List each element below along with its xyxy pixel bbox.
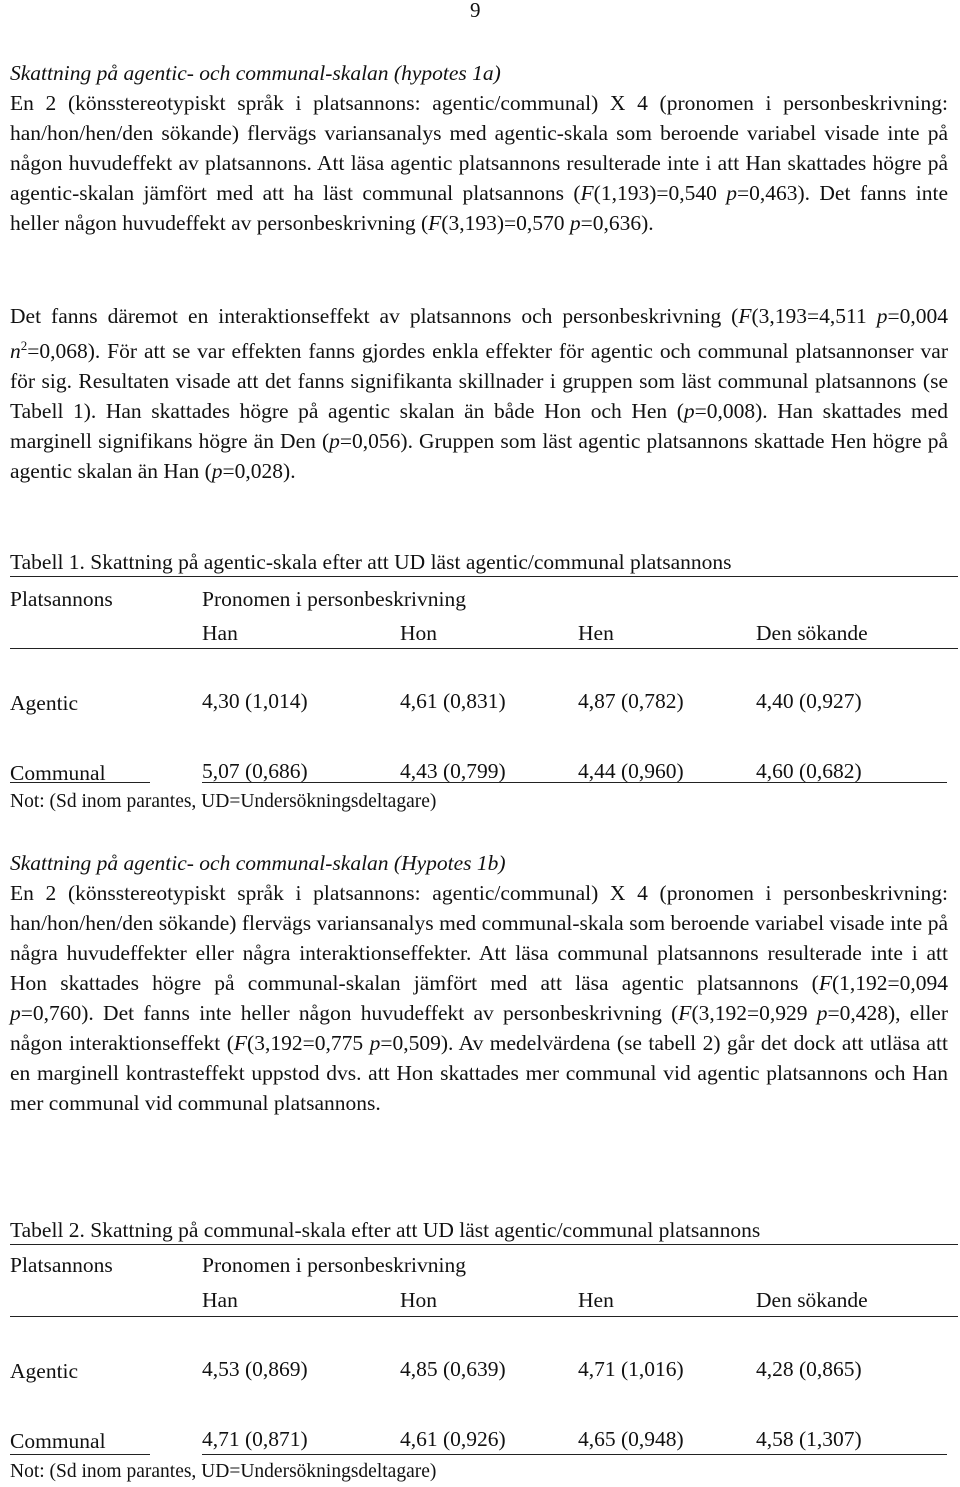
table-2-cell: 4,58 (1,307) — [756, 1427, 862, 1451]
table-1-cell: 4,87 (0,782) — [578, 689, 684, 713]
table-2-row-label: Communal — [10, 1429, 106, 1453]
table-1-cell: 5,07 (0,686) — [202, 759, 308, 783]
table-2-col-hon: Hon — [400, 1288, 438, 1312]
table-2-group-header: Pronomen i personbeskrivning — [202, 1253, 466, 1277]
table-2-col-hen: Hen — [578, 1288, 614, 1312]
table-2-row-label: Agentic — [10, 1359, 79, 1383]
table-2-row-header: Platsannons — [10, 1253, 113, 1277]
table-2-cell: 4,53 (0,869) — [202, 1357, 308, 1381]
table-2-caption: Tabell 2. Skattning på communal-skala efter att UD läst agentic/communal platsannons — [10, 1218, 761, 1242]
table-1-caption: Tabell 1. Skattning på agentic-skala efter att UD läst agentic/communal platsannons — [10, 550, 732, 574]
section-1-paragraph-1: En 2 (könsstereotypiskt språk i platsannons: agentic/communal) X 4 (pronomen i personbeskrivning: han/hon/hen/den sökande) flervägs variansanalys med agentic-skala som beroende variabel visade inte på någon huvudeffekt av platsannons. Att läsa agentic platsannons resulterade inte i att Han skattades högre på agentic-skalan jämfört med att ha läst communal platsannons (F(1,193)=0,540 p=0,463). Det fanns inte heller någon huvudeffekt av personbeskrivning (F(3,193)=0,570 p=0,636). — [10, 91, 949, 235]
table-1-cell: 4,60 (0,682) — [756, 759, 862, 783]
table-2 — [10, 1244, 958, 1464]
table-2-header-rule — [10, 1316, 958, 1317]
table-1-group-header: Pronomen i personbeskrivning — [202, 587, 466, 611]
table-2-cell: 4,85 (0,639) — [400, 1357, 506, 1381]
table-2-cell: 4,65 (0,948) — [578, 1427, 684, 1451]
table-1-bottom-rule — [10, 782, 150, 783]
table-1-row-label: Agentic — [10, 691, 79, 715]
table-1-col-hon: Hon — [400, 621, 438, 645]
table-2-bottom-rule — [10, 1454, 150, 1455]
section-2-paragraph-1: En 2 (könsstereotypiskt språk i platsannons: agentic/communal) X 4 (pronomen i personbeskrivning: han/hon/hen/den sökande) flervägs variansanalys med communal-skala som beroende variabel visade inte på några huvudeffekter eller några interaktionseffekter. Att läsa communal platsannons resulterade inte i att Hon skattades högre på communal-skalan jämfört med att läsa agentic platsannons (F(1,192=0,094 p=0,760). Det fanns inte heller någon huvudeffekt av personbeskrivning (F(3,192=0,929 p=0,428), eller någon interaktionseffekt (F(3,192=0,775 p=0,509). Av medelvärdena (se tabell 2) går det dock att utläsa att en marginell kontrasteffekt uppstod dvs. att Hon skattades mer communal vid agentic platsannons och Han mer communal vid communal platsannons. — [10, 881, 948, 1115]
table-1-header-rule — [10, 648, 958, 649]
table-1-cell: 4,44 (0,960) — [578, 759, 684, 783]
section-2 — [10, 848, 948, 1118]
table-2-top-rule — [10, 1244, 958, 1245]
section-1-paragraph-2: Det fanns däremot en interaktionseffekt av platsannons och personbeskrivning (F(3,193=4,511 p=0,004 $n^2=0,068$). För att se var effekten fanns gjordes enkla effekter för agentic och communal platsannonser var för sig. Resultaten visade att det fanns signifikanta skillnader i gruppen som läst communal platsannons (se Tabell 1). Han skattades högre på agentic skalan än både Hon och Hen (p=0,008). Han skattades med marginell signifikans högre än Den (p=0,056). Gruppen som läst agentic platsannons skattade Hen högre på agentic skalan än Han (p=0,028). — [10, 304, 949, 484]
section-1 — [10, 58, 948, 238]
section-1-heading: Skattning på agentic- och communal-skalan (hypotes 1a) — [10, 61, 501, 85]
table-1-row-header: Platsannons — [10, 587, 113, 611]
table-1-cell: 4,30 (1,014) — [202, 689, 308, 713]
table-1-col-han: Han — [202, 621, 238, 645]
table-1-cell: 4,40 (0,927) — [756, 689, 862, 713]
table-2-col-den: Den sökande — [756, 1288, 868, 1312]
table-1 — [10, 576, 958, 816]
table-2-cell: 4,61 (0,926) — [400, 1427, 506, 1451]
page-number: 9 — [470, 0, 481, 22]
table-1-top-rule — [10, 576, 958, 577]
table-2-cell: 4,71 (0,871) — [202, 1427, 308, 1451]
table-2-cell: 4,28 (0,865) — [756, 1357, 862, 1381]
table-1-note: Not: (Sd inom parantes, UD=Undersökningsdeltagare) — [10, 791, 437, 812]
section-1-paragraph-2-block — [10, 301, 948, 486]
table-2-note: Not: (Sd inom parantes, UD=Undersökningsdeltagare) — [10, 1461, 437, 1482]
table-2-col-han: Han — [202, 1288, 238, 1312]
table-1-col-hen: Hen — [578, 621, 614, 645]
table-2-bottom-rule — [202, 1454, 947, 1455]
table-1-cell: 4,61 (0,831) — [400, 689, 506, 713]
table-1-cell: 4,43 (0,799) — [400, 759, 506, 783]
section-2-heading: Skattning på agentic- och communal-skalan (Hypotes 1b) — [10, 851, 506, 875]
table-1-row-label: Communal — [10, 761, 106, 785]
table-2-cell: 4,71 (1,016) — [578, 1357, 684, 1381]
table-1-bottom-rule — [202, 782, 947, 783]
table-1-col-den: Den sökande — [756, 621, 868, 645]
